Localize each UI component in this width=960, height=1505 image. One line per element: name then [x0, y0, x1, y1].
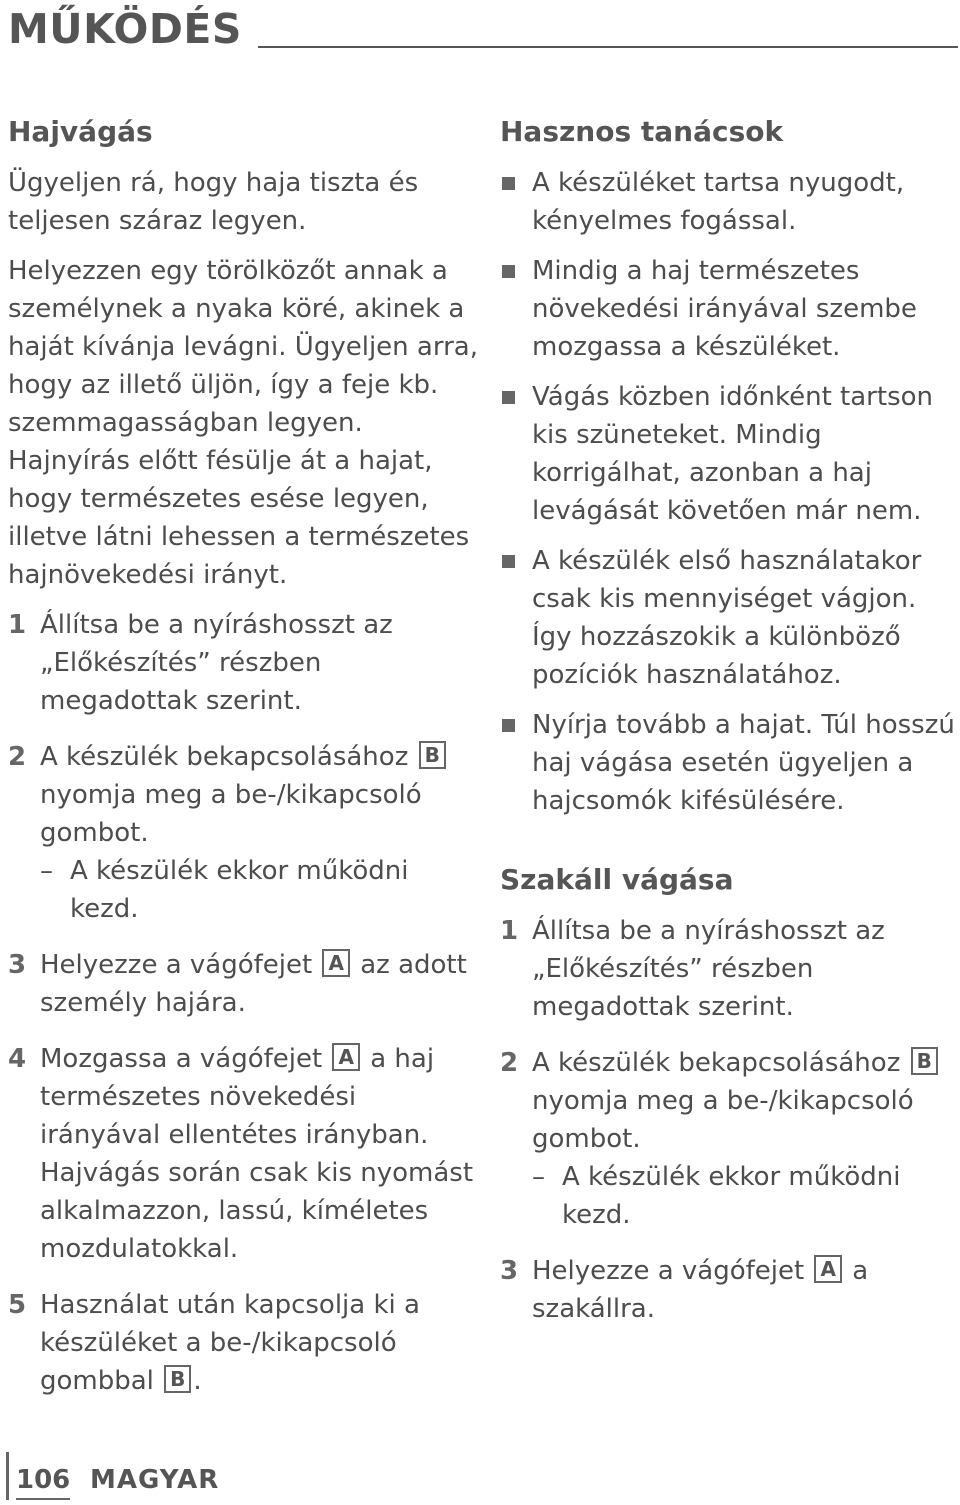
header-rule	[258, 46, 958, 48]
page-title: MŰKÖDÉS	[8, 5, 242, 53]
step-item	[500, 1044, 958, 1234]
list-item: A készülék első használatakor csak kis mennyiséget vágjon. Így hozzászokik a különböző pozíciók használatához.	[500, 542, 958, 694]
key-label-a: A	[332, 1043, 359, 1071]
step-text: .	[193, 1366, 202, 1396]
step-item	[8, 606, 478, 720]
step-number: 5	[8, 1290, 27, 1320]
square-bullet-icon	[502, 719, 515, 732]
square-bullet-icon	[502, 177, 515, 190]
intro-paragraph: Ügyeljen rá, hogy haja tiszta és teljesen száraz legyen.	[8, 168, 419, 236]
step-item	[8, 1286, 478, 1400]
section-heading-hajvagas: Hajvágás	[8, 115, 153, 148]
key-label-b: B	[911, 1047, 938, 1075]
right-column	[500, 112, 958, 1346]
key-label-b: B	[164, 1365, 191, 1393]
footer-language: MAGYAR	[90, 1465, 220, 1495]
footer-bar	[6, 1452, 9, 1500]
step-text: a haj természetes növekedési irányával ellentétes irányban. Hajvágás során csak kis nyomást alkalmazzon, lassú, kíméletes mozdulatokkal.	[40, 1044, 474, 1264]
list-item: Vágás közben időnként tartson kis szüneteket. Mindig korrigálhat, azonban a haj levágását követően már nem.	[500, 378, 958, 530]
step-number: 2	[8, 742, 27, 772]
step-text: A készülék bekapcsolásához	[40, 742, 409, 772]
step-number: 1	[500, 916, 519, 946]
step-item	[8, 946, 478, 1022]
result-dash: –	[40, 856, 53, 886]
step-number: 3	[8, 950, 27, 980]
square-bullet-icon	[502, 391, 515, 404]
step-text: Helyezze a vágófejet	[40, 950, 313, 980]
result-text: A készülék ekkor működni kezd.	[70, 856, 409, 924]
step-number: 4	[8, 1044, 27, 1074]
tips-list	[500, 164, 958, 820]
step-item	[500, 912, 958, 1026]
list-item: Nyírja tovább a hajat. Túl hosszú haj vágása esetén ügyeljen a hajcsomók kifésülésére.	[500, 706, 958, 820]
step-item	[8, 1040, 478, 1268]
step-text: Használat után kapcsolja ki a készüléket a be-/kikapcsoló gombbal	[40, 1290, 420, 1396]
step-number: 2	[500, 1048, 519, 1078]
section-heading-beard: Szakáll vágása	[500, 863, 734, 896]
step-text: A készülék bekapcsolásához	[532, 1048, 901, 1078]
step-text: nyomja meg a be-/kikapcsoló gombot.	[40, 780, 422, 848]
page-number: 106	[16, 1462, 70, 1500]
step-result	[40, 852, 478, 928]
key-label-b: B	[419, 741, 446, 769]
step-item	[500, 1252, 958, 1328]
step-result	[532, 1158, 958, 1234]
step-text: nyomja meg a be-/kikapcsoló gombot.	[532, 1086, 914, 1154]
key-label-a: A	[814, 1255, 841, 1283]
result-text: A készülék ekkor működni kezd.	[562, 1162, 901, 1230]
step-item	[8, 738, 478, 928]
step-number: 1	[8, 610, 27, 640]
step-number: 3	[500, 1256, 519, 1286]
page-footer	[6, 1452, 406, 1502]
page-header	[8, 4, 958, 56]
step-text: Állítsa be a nyíráshosszt az „Előkészítés” részben megadottak szerint.	[532, 916, 885, 1022]
list-item: A készüléket tartsa nyugodt, kényelmes fogással.	[500, 164, 958, 240]
step-text: az adott személy hajára.	[40, 950, 467, 1018]
list-item: Mindig a haj természetes növekedési irányával szembe mozgassa a készüléket.	[500, 252, 958, 366]
result-dash: –	[532, 1162, 545, 1192]
step-text: Helyezze a vágófejet	[532, 1256, 805, 1286]
preparation-paragraph: Helyezzen egy törölközőt annak a személynek a nyaka köré, akinek a haját kívánja levágni. Ügyeljen arra, hogy az illető üljön, így a feje kb. szemmagasságban legyen. Hajnyírás előtt fésülje át a hajat, hogy természetes esése legyen, illetve látni lehessen a természetes hajnövekedési irányt.	[8, 256, 478, 590]
square-bullet-icon	[502, 555, 515, 568]
key-label-a: A	[322, 949, 349, 977]
step-text: Mozgassa a vágófejet	[40, 1044, 323, 1074]
section-heading-tips: Hasznos tanácsok	[500, 115, 784, 148]
square-bullet-icon	[502, 265, 515, 278]
step-text: a szakállra.	[532, 1256, 869, 1324]
left-column	[8, 112, 478, 1418]
step-text: Állítsa be a nyíráshosszt az „Előkészítés” részben megadottak szerint.	[40, 610, 393, 716]
